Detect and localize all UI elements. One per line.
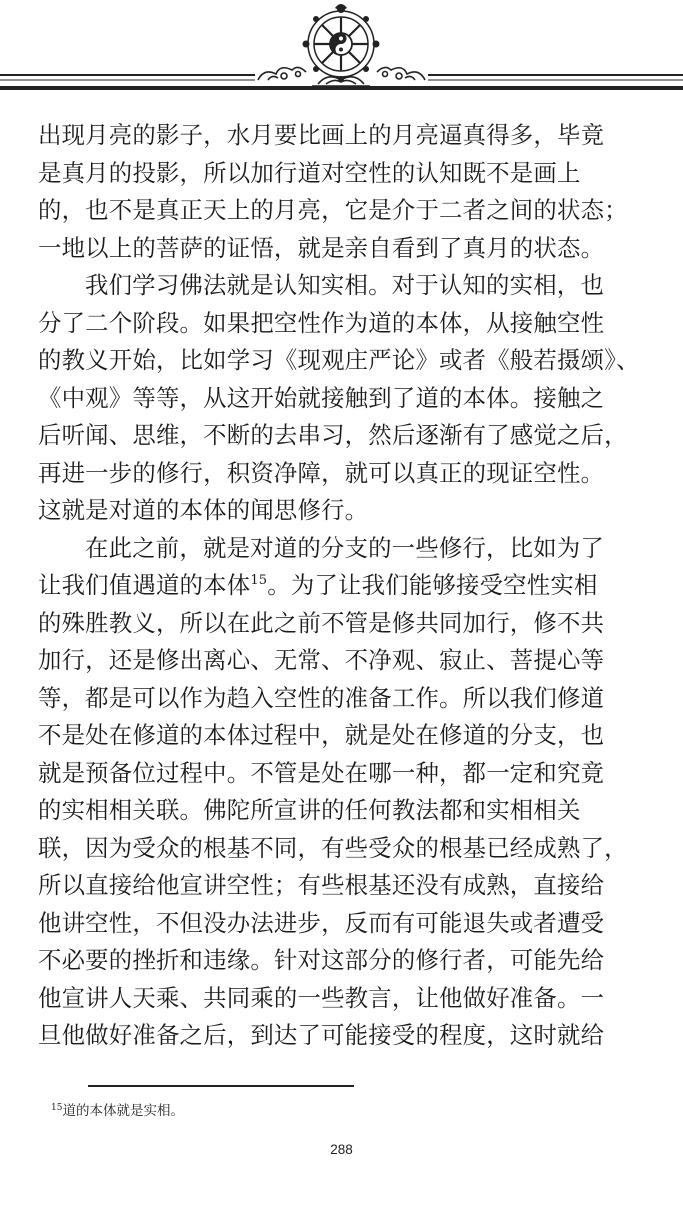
text-line: 旦他做好准备之后，到达了可能接受的程度，这时就给 <box>38 1021 605 1049</box>
text-line: 不是处在修道的本体过程中，就是处在修道的分支，也 <box>38 721 605 749</box>
text-line: 他宣讲人天乘、共同乘的一些教言，让他做好准备。一 <box>38 983 605 1012</box>
page-number: 288 <box>330 1142 353 1157</box>
text-line: 所以直接给他宣讲空性；有些根基还没有成熟，直接给 <box>38 871 605 899</box>
text-line: 出现月亮的影子，水月要比画上的月亮逼真得多，毕竟 <box>38 121 605 149</box>
text-line <box>38 567 650 605</box>
text-line: 的实相相关联。佛陀所宣讲的任何教法都和实相相关 <box>38 796 581 824</box>
footnote-text: 道的本体就是实相。 <box>62 1103 184 1119</box>
text-line: 他讲空性，不但没办法进步，反而有可能退失或者遭受 <box>38 908 605 937</box>
text-line: 不必要的挫折和违缘。针对这部分的修行者，可能先给 <box>38 946 605 974</box>
text-line: 就是预备位过程中。不管是处在哪一种，都一定和究竟 <box>38 758 605 787</box>
text-line: 一地以上的菩萨的证悟，就是亲自看到了真月的状态。 <box>38 233 605 262</box>
text-line: 联，因为受众的根基不同，有些受众的根基已经成熟了， <box>38 833 628 862</box>
dharma-wheel-icon <box>0 0 683 100</box>
footnote-reference[interactable]: 15 <box>250 573 268 588</box>
text-line: 《中观》等等，从这开始就接触到了道的本体。接触之 <box>38 383 605 412</box>
page-header-ornament <box>0 0 683 100</box>
text-line: 加行，还是修出离心、无常、不净观、寂止、菩提心等 <box>38 646 605 674</box>
body-text <box>38 117 650 1055</box>
text-line: 的教义开始，比如学习《现观庄严论》或者《般若摄颂》、 <box>38 346 640 374</box>
footnote-divider <box>88 1085 354 1087</box>
text-line: 等，都是可以作为趋入空性的准备工作。所以我们修道 <box>38 683 605 712</box>
text-line-part: 。为了让我们能够接受空性实相 <box>267 571 598 599</box>
text-line: 的殊胜教义，所以在此之前不管是修共同加行，修不共 <box>38 608 605 637</box>
footnote <box>51 1102 184 1120</box>
footnote-number: 15 <box>51 1103 63 1113</box>
text-line: 分了二个阶段。如果把空性作为道的本体，从接触空性 <box>38 308 605 337</box>
text-line: 后听闻、思维，不断的去串习，然后逐渐有了感觉之后， <box>38 421 628 449</box>
text-line: 再进一步的修行，积资净障，就可以真正的现证空性。 <box>38 458 605 487</box>
text-line: 在此之前，就是对道的分支的一些修行，比如为了 <box>85 533 604 562</box>
text-line: 我们学习佛法就是认知实相。对于认知的实相，也 <box>85 271 604 299</box>
text-line-part: 让我们值遇道的本体 <box>38 571 251 599</box>
text-line: 是真月的投影，所以加行道对空性的认知既不是画上 <box>38 158 581 187</box>
text-line: 这就是对道的本体的闻思修行。 <box>38 496 369 524</box>
text-line: 的，也不是真正天上的月亮，它是介于二者之间的状态； <box>38 196 628 224</box>
